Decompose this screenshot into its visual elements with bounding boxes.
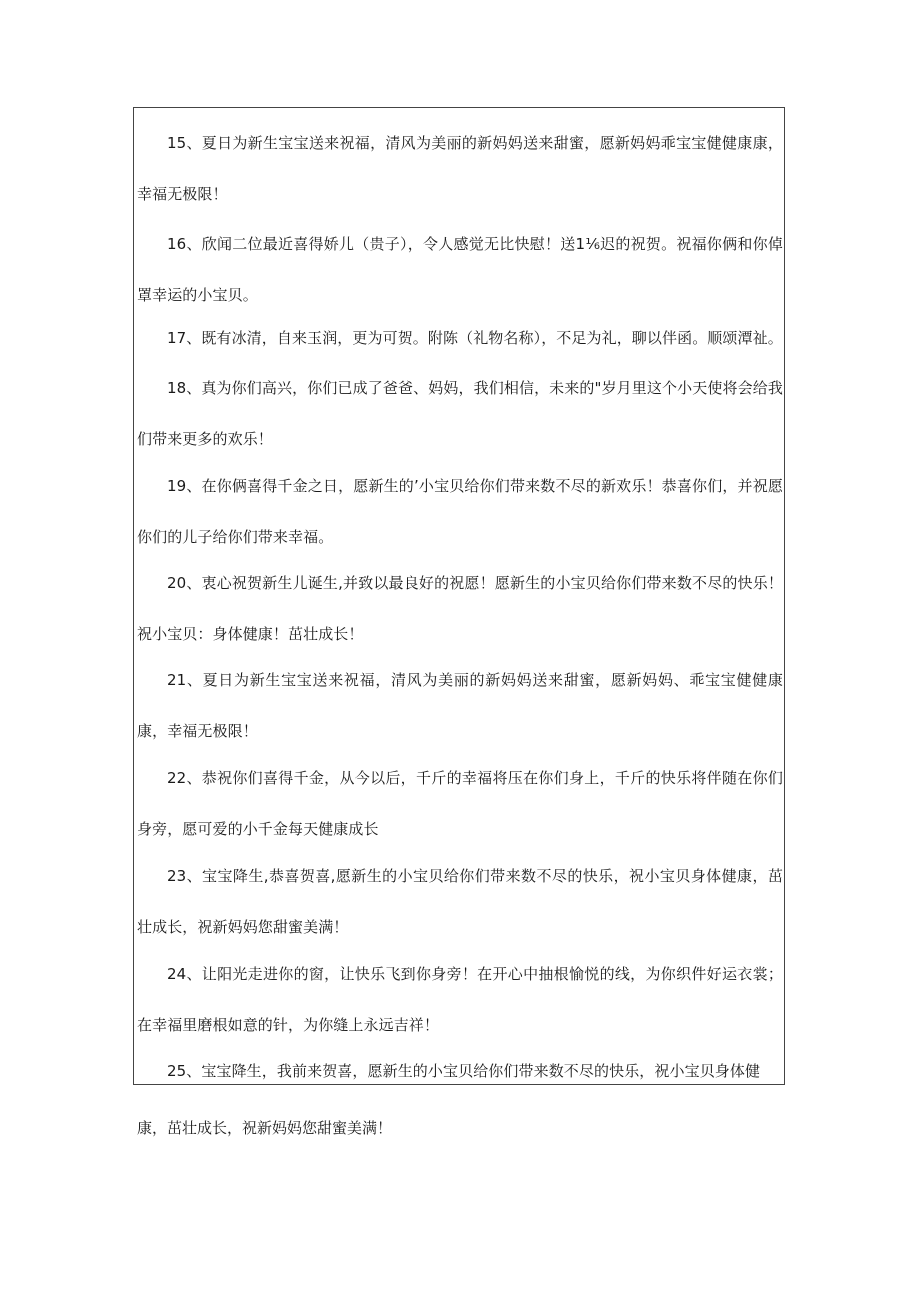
paragraph-20: 20、衷心祝贺新生儿诞生,并致以最良好的祝愿！愿新生的小宝贝给你们带来数不尽的快乐！祝小宝贝：身体健康！茁壮成长！ <box>137 574 783 643</box>
paragraph-25: 25、宝宝降生，我前来贺喜，愿新生的小宝贝给你们带来数不尽的快乐，祝小宝贝身体健 <box>167 1062 761 1080</box>
paragraph-15: 15、夏日为新生宝宝送来祝福，清风为美丽的新妈妈送来甜蜜，愿新妈妈乖宝宝健健康康，幸福无极限！ <box>137 134 783 203</box>
paragraph-18: 18、真为你们高兴，你们已成了爸爸、妈妈，我们相信，未来的"岁月里这个小天使将会给我们带来更多的欢乐！ <box>137 379 783 448</box>
paragraph-23: 23、宝宝降生,恭喜贺喜,愿新生的小宝贝给你们带来数不尽的快乐，祝小宝贝身体健康，茁壮成长，祝新妈妈您甜蜜美满！ <box>137 867 783 936</box>
paragraph-25-continuation: 康，茁壮成长，祝新妈妈您甜蜜美满！ <box>137 1119 393 1137</box>
paragraph-19: 19、在你俩喜得千金之日，愿新生的’小宝贝给你们带来数不尽的新欢乐！恭喜你们，并祝愿你们的儿子给你们带来幸福。 <box>137 477 783 546</box>
paragraph-21: 21、夏日为新生宝宝送来祝福，清风为美丽的新妈妈送来甜蜜，愿新妈妈、乖宝宝健健康康，幸福无极限！ <box>137 671 783 740</box>
paragraph-24: 24、让阳光走进你的窗，让快乐飞到你身旁！在开心中抽根愉悦的线，为你织件好运衣裳；在幸福里磨根如意的针，为你缝上永远吉祥！ <box>137 965 783 1034</box>
paragraph-17: 17、既有冰清，自来玉润，更为可贺。附陈（礼物名称），不足为礼，聊以伴函。顺颂潭祉。 <box>167 329 783 347</box>
paragraph-16: 16、欣闻二位最近喜得娇儿（贵子），令人感觉无比快慰！送1⅙迟的祝贺。祝福你俩和你倬罩幸运的小宝贝。 <box>137 235 783 304</box>
paragraph-22: 22、恭祝你们喜得千金，从今以后，千斤的幸福将压在你们身上，千斤的快乐将伴随在你们身旁，愿可爱的小千金每天健康成长 <box>137 769 783 838</box>
